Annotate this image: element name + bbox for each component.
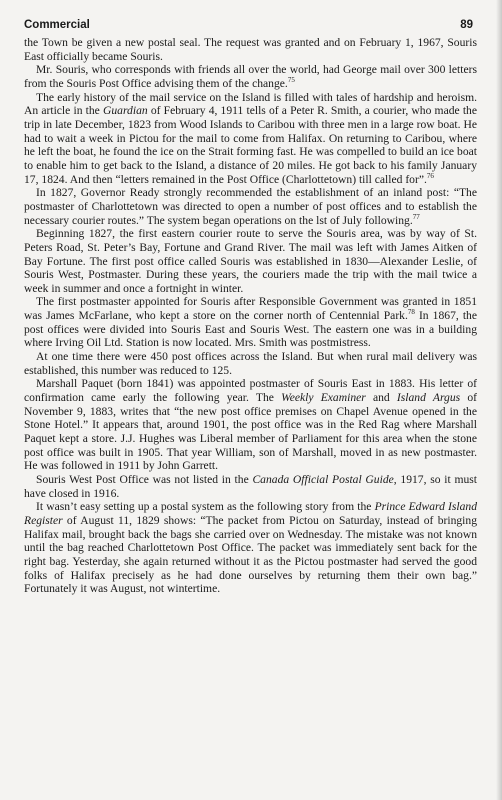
paragraph-4: In 1827, Governor Ready strongly recommended the establishment of an inland post: “The postmaster of Charlottetown was directed to open a number of post offices and to establish the necessary courier routes.” The system began operations on the lst of July following.$^{77}$ [24, 186, 477, 227]
running-header [24, 19, 473, 31]
footnote-ref: 78 [407, 308, 415, 317]
paragraph-7: At one time there were 450 post offices across the Island. But when rural mail delivery was established, this number was reduced to 125. [24, 350, 477, 377]
paragraph-9: Souris West Post Office was not listed in the Canada Official Postal Guide, 1917, so it must have closed in 1916. [24, 473, 477, 500]
publication-title: Guardian [103, 104, 148, 118]
body-text [24, 36, 477, 596]
paragraph-5: Beginning 1827, the first eastern courier route to serve the Souris area, was by way of St. Peters Road, St. Peter’s Bay, Fortune and Grand River. The mail was left with James Aitken of Bay Fortune. The first post office called Souris was established in 1830—Alexander Leslie, of Souris West, Postmaster. During these years, the couriers made the trip with the mail twice a week in summer and once a fortnight in winter. [24, 227, 477, 295]
section-title: Commercial [24, 19, 90, 31]
publication-title: Prince Edward Island Register [24, 500, 477, 527]
paragraph-1: the Town be given a new postal seal. The request was granted and on February 1, 1967, Souris East officially became Souris. [24, 36, 477, 63]
page-edge-shadow [496, 0, 502, 800]
paragraph-6: The first postmaster appointed for Souris after Responsible Government was granted in 1851 was James McFarlane, who kept a store on the corner north of Centennial Park.$^{78}$ In 1867, the post offices were divided into Souris East and Souris West. The eastern one was in a building where Irving Oil Ltd. Station is now located. Mrs. Smith was postmistress. [24, 295, 477, 350]
footnote-ref: 75 [287, 76, 295, 85]
publication-title: Canada Official Postal Guide [252, 473, 394, 486]
publication-title: Weekly Examiner [281, 391, 366, 405]
paragraph-10: It wasn’t easy setting up a postal system as the following story from the Prince Edward Island Register of August 11, 1829 shows: “The packet from Pictou on Saturday, instead of bringing Halifax mail, brought back the bags she carried over on Wednesday. The mistake was not known until the bag reached Charlottetown Post Office. The packet was immediately sent back for the right bag. Yesterday, she again returned without it as the Pictou postmaster had served the good folks of Halifax precisely as he had done ourselves by returning them their own bag.” Fortunately it was August, not wintertime. [24, 500, 477, 596]
footnote-ref: 76 [426, 171, 434, 180]
paragraph-3: The early history of the mail service on the Island is filled with tales of hardship and heroism. An article in the Guardian of February 4, 1911 tells of a Peter R. Smith, a courier, who made the trip in late December, 1823 from Wood Islands to Caribou with three men in a large row boat. He had to wait a week in Pictou for the mail to come from Halifax. On returning to Caribou, where he left the boat, he found the ice on the Strait forming fast. He was compelled to build an ice boat to enable him to get back to the Island, a distance of 20 miles. He got back to his family January 17, 1824. And then “letters remained in the Post Office (Charlottetown) till called for”.$^{76}$ [24, 90, 477, 186]
paragraph-8: Marshall Paquet (born 1841) was appointed postmaster of Souris East in 1883. His letter of confirmation came early the following year. The Weekly Examiner and Island Argus of November 9, 1883, writes that “the new post office premises on Chapel Avenue opened in the Stone Hotel.” It appears that, around 1901, the post office was in the Red Rag where Marshall Paquet kept a store. J.J. Hughes was Liberal member of Parliament for this area when the stone post office was built in 1905. That year William, son of Marshall, moved in as new postmaster. He was followed in 1911 by John Garrett. [24, 377, 477, 473]
footnote-ref: 77 [412, 212, 420, 221]
page-number: 89 [460, 19, 473, 31]
publication-title: Island Argus [396, 391, 461, 405]
paragraph-2: Mr. Souris, who corresponds with friends all over the world, had George mail over 300 letters from the Souris Post Office advising them of the change.$^{75}$ [24, 63, 477, 90]
